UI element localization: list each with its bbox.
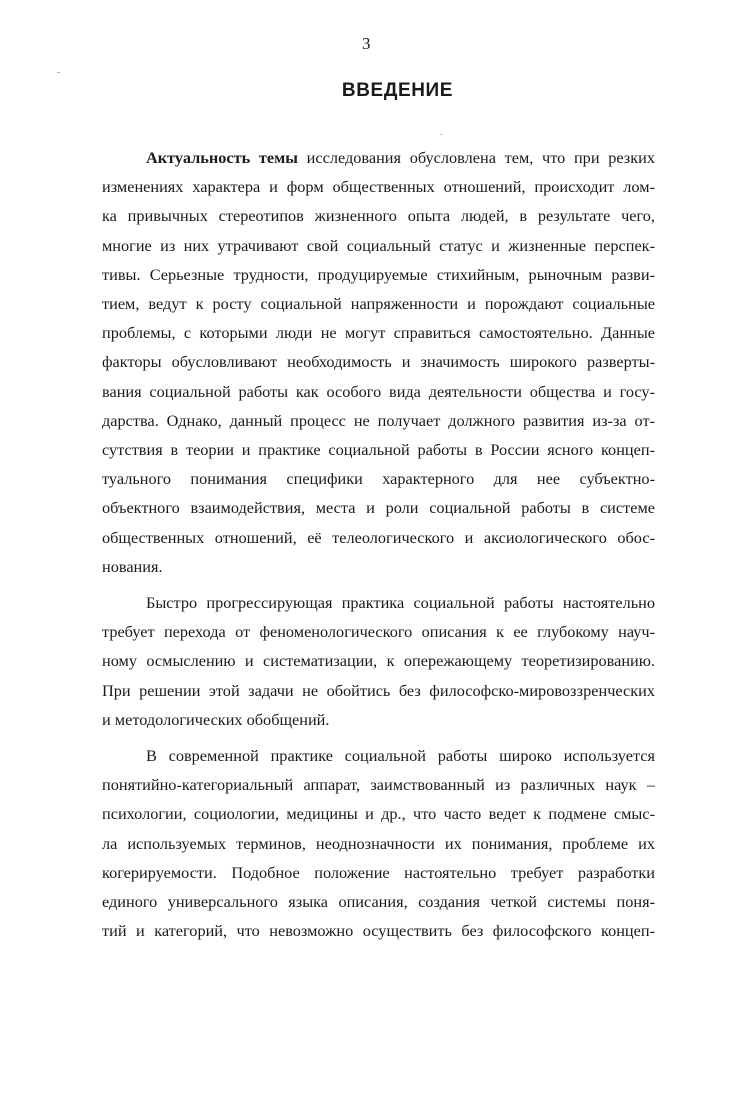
- scan-speck: [440, 134, 442, 135]
- paragraph-3: [102, 741, 655, 945]
- text-line: тивы. Серьезные трудности, продуцируемые стихийным, рыночным разви-: [102, 264, 655, 284]
- text-line: При решении этой задачи не обойтись без философско-мировоззренческих: [102, 680, 655, 700]
- text-line: общественных отношений, её телеологического и аксиологического обос-: [102, 527, 655, 547]
- text-line: ному осмыслению и систематизации, к опережающему теоретизированию.: [102, 651, 655, 671]
- text-line: дарства. Однако, данный процесс не получает должного развития из-за от-: [102, 410, 655, 430]
- text-line: объектного взаимодействия, места и роли социальной работы в системе: [102, 498, 655, 518]
- text-line: нования.: [102, 556, 163, 576]
- text-line: когерируемости. Подобное положение настоятельно требует разработки: [102, 862, 655, 882]
- text-line: единого универсального языка описания, создания четкой системы поня-: [102, 892, 655, 912]
- scan-speck: [57, 72, 60, 73]
- page-number: 3: [362, 34, 371, 53]
- text-line: В современной практике социальной работы широко используется: [146, 746, 655, 766]
- text-line: изменениях характера и форм общественных отношений, происходит лом-: [102, 177, 655, 197]
- text-line: тием, ведут к росту социальной напряженности и порождают социальные: [102, 294, 655, 314]
- page-heading: ВВЕДЕНИЕ: [341, 80, 454, 101]
- text-line: Быстро прогрессирующая практика социальной работы настоятельно: [146, 593, 655, 613]
- text-line: Актуальность темы исследования обусловлена тем, что при резких: [146, 148, 656, 167]
- text-line: факторы обусловливают необходимость и значимость широкого разверты-: [102, 352, 655, 372]
- lead-phrase: Актуальность темы: [146, 148, 298, 167]
- text-line: сутствия в теории и практике социальной работы в России ясного концеп-: [102, 440, 655, 460]
- text-line: и методологических обобщений.: [102, 709, 330, 729]
- text-line: ла используемых терминов, неоднозначности их понимания, проблеме их: [102, 833, 655, 853]
- text-line: многие из них утрачивают свой социальный статус и жизненные перспек-: [102, 235, 655, 255]
- text-line: вания социальной работы как особого вида деятельности общества и госу-: [102, 381, 655, 401]
- body-text: [102, 143, 655, 945]
- text-line: тий и категорий, что невозможно осуществить без философского концеп-: [102, 921, 655, 941]
- text-line: психологии, социологии, медицины и др., что часто ведет к подмене смыс-: [102, 804, 655, 824]
- text-line: проблемы, с которыми люди не могут справиться самостоятельно. Данные: [102, 323, 655, 343]
- paragraph-2: [102, 588, 655, 734]
- paragraph-1: [102, 143, 655, 581]
- text-line: ка привычных стереотипов жизненного опыта людей, в результате чего,: [102, 206, 655, 226]
- text-line: понятийно-категориальный аппарат, заимствованный из различных наук –: [102, 775, 655, 795]
- text-line: требует перехода от феноменологического описания к ее глубокому науч-: [102, 622, 655, 642]
- text-line: туального понимания специфики характерного для нее субъектно-: [102, 469, 655, 489]
